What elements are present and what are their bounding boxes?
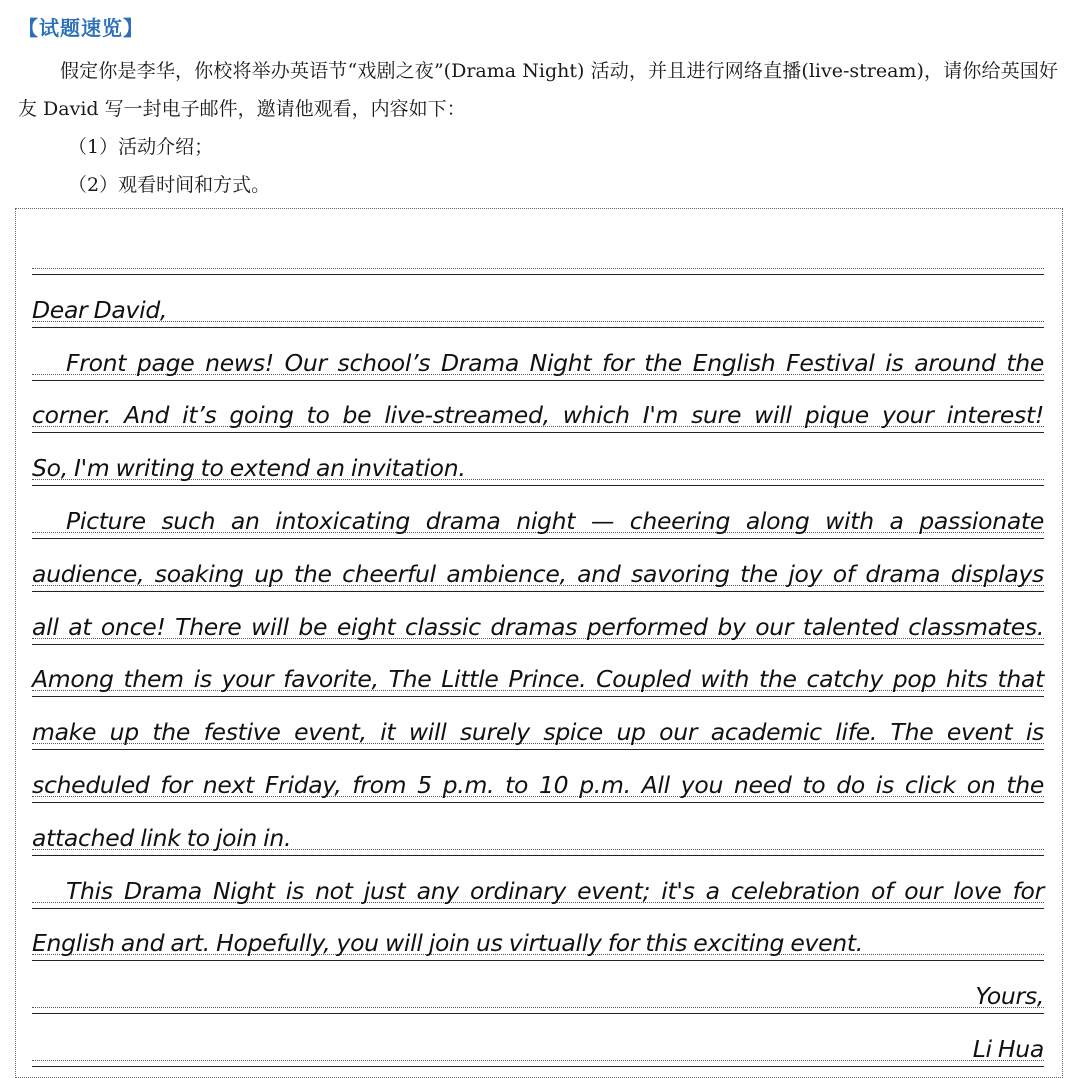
essay-line-text: audience, soaking up the cheerful ambience, and savoring the joy of drama displays [32, 559, 1044, 588]
essay-line-text: Picture such an intoxicating drama night — cheering along with a passionate [66, 506, 1044, 535]
essay-line-text: scheduled for next Friday, from 5 p.m. to 10 p.m. All you need to do is click on the [32, 770, 1044, 799]
essay-line-text: This Drama Night is not just any ordinary event; it's a celebration of our love for [66, 876, 1044, 905]
prompt-intro: 假定你是李华，你校将举办英语节“戏剧之夜”(Drama Night) 活动，并且进行网络直播(live-stream)，请你给英国好友 David 写一封电子邮件，邀请他观看，内容如下： [18, 60, 1058, 120]
essay-line-text: Yours, [975, 982, 1044, 1011]
essay-line-text: So, I'm writing to extend an invitation. [32, 454, 466, 483]
dotted-guide-line [32, 268, 1044, 269]
essay-line-text: attached link to join in. [32, 823, 292, 852]
essay-line [32, 856, 1044, 909]
essay-line [32, 433, 1044, 486]
essay-line [32, 961, 1044, 1014]
section-header: 【试题速览】 [18, 16, 144, 40]
essay-line [32, 697, 1044, 750]
answer-lines [32, 227, 1044, 1067]
question-prompt [18, 52, 1058, 204]
essay-line-text: Li Hua [972, 1034, 1044, 1063]
essay-line [32, 275, 1044, 328]
answer-box [15, 208, 1063, 1078]
essay-line [32, 539, 1044, 592]
essay-line-text: make up the festive event, it will surely spice up our academic life. The event is [32, 718, 1044, 747]
essay-line [32, 592, 1044, 645]
essay-line-text: corner. And it’s going to be live-streamed, which I'm sure will pique your interest! [32, 401, 1044, 430]
essay-line [32, 486, 1044, 539]
essay-line [32, 1014, 1044, 1067]
essay-line [32, 328, 1044, 381]
essay-line-text: Dear David, [32, 295, 168, 324]
essay-line [32, 381, 1044, 434]
essay-line-text: all at once! There will be eight classic dramas performed by our talented classmates. [32, 612, 1044, 641]
essay-line [32, 909, 1044, 962]
essay-line [32, 750, 1044, 803]
essay-line [32, 227, 1044, 275]
prompt-item-1: （1）活动介绍； [68, 136, 214, 158]
essay-line-text: Front page news! Our school’s Drama Night for the English Festival is around the [66, 348, 1044, 377]
essay-line-text: Among them is your favorite, The Little Prince. Coupled with the catchy pop hits that [32, 665, 1044, 694]
prompt-item-2: （2）观看时间和方式。 [68, 174, 271, 196]
essay-line-text: English and art. Hopefully, you will join us virtually for this exciting event. [32, 929, 863, 958]
essay-line [32, 803, 1044, 856]
essay-line [32, 645, 1044, 698]
